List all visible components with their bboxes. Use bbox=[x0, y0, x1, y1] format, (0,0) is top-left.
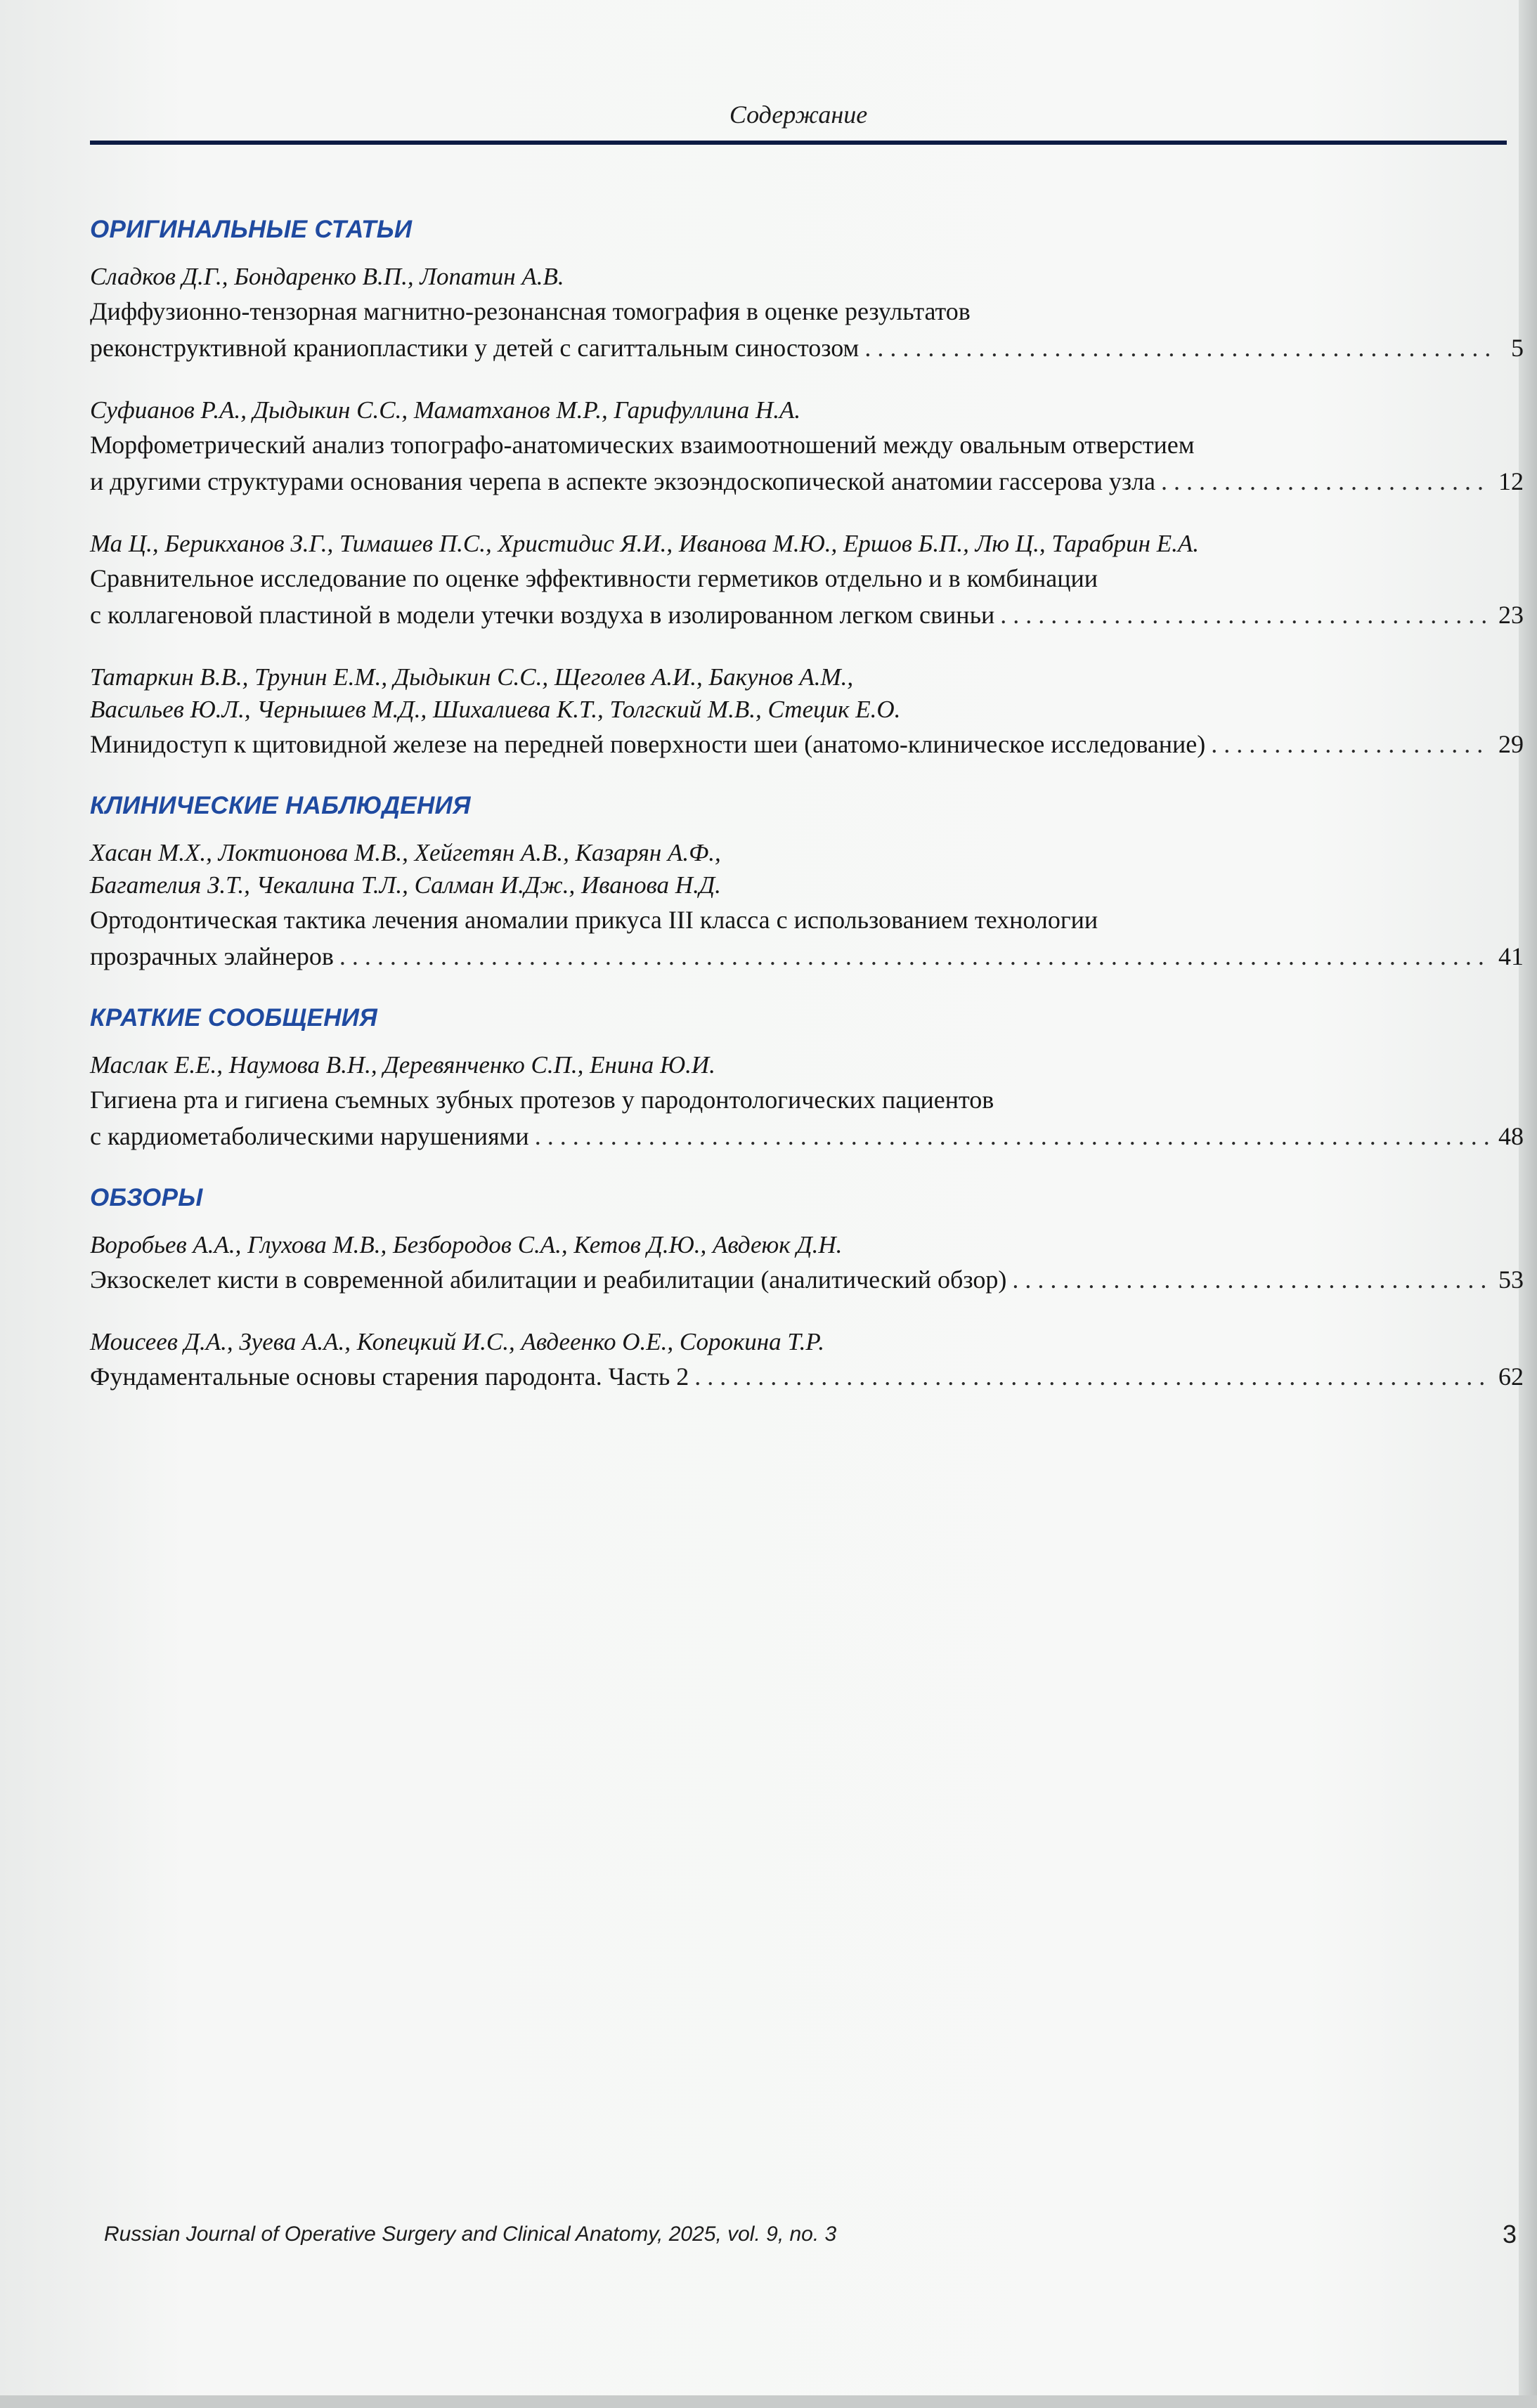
dot-leader bbox=[1000, 597, 1490, 633]
section-heading: ОБЗОРЫ bbox=[90, 1184, 203, 1211]
entry-authors: Татаркин В.В., Трунин Е.М., Дыдыкин С.С., Щеголев А.И., Бакунов А.М., bbox=[90, 663, 854, 691]
entry-authors: Воробьев А.А., Глухова М.В., Безбородов С.А., Кетов Д.Ю., Авдеюк Д.Н. bbox=[90, 1231, 843, 1258]
entry-title-text: с коллагеновой пластиной в модели утечки воздуха в изолированном легком свиньи bbox=[90, 601, 995, 629]
entry-title-line: Диффузионно-тензорная магнитно-резонансная томография в оценке результатов bbox=[90, 297, 971, 325]
toc-entry[interactable] bbox=[90, 837, 1524, 975]
entry-authors: Сладков Д.Г., Бондаренко В.П., Лопатин А.В. bbox=[90, 263, 564, 290]
page-bottom-edge bbox=[0, 2395, 1537, 2408]
section-heading: ОРИГИНАЛЬНЫЕ СТАТЬИ bbox=[90, 216, 413, 243]
entry-title-text: реконструктивной краниопластики у детей с сагиттальным синостозом bbox=[90, 334, 860, 362]
entry-title-text: Экзоскелет кисти в современной абилитации и реабилитации (аналитический обзор) bbox=[90, 1265, 1007, 1294]
toc-entry[interactable] bbox=[90, 261, 1524, 366]
entry-title-text: и другими структурами основания черепа в аспекте экзоэндоскопической анатомии гассерова узла bbox=[90, 467, 1155, 495]
entry-title-text: Минидоступ к щитовидной железе на передней поверхности шеи (анатомо-клиническое исследование) bbox=[90, 730, 1206, 758]
toc-entry[interactable] bbox=[90, 1326, 1524, 1395]
entry-title-line: Гигиена рта и гигиена съемных зубных протезов у пародонтологических пациентов bbox=[90, 1086, 994, 1114]
entry-page-number[interactable]: 53 bbox=[1498, 1265, 1524, 1294]
entry-title-last-line bbox=[90, 726, 1524, 762]
entry-title-line: Морфометрический анализ топографо-анатомических взаимоотношений между овальным отверстием bbox=[90, 431, 1195, 459]
entry-authors: Маслак Е.Е., Наумова В.Н., Деревянченко С.П., Енина Ю.И. bbox=[90, 1051, 715, 1079]
entry-title-last-line bbox=[90, 597, 1524, 633]
section-heading: КРАТКИЕ СООБЩЕНИЯ bbox=[90, 1004, 378, 1031]
entry-title-line: Ортодонтическая тактика лечения аномалии прикуса III класса с использованием технологии bbox=[90, 906, 1098, 934]
footer-page-number: 3 bbox=[1502, 2220, 1517, 2248]
entry-authors-continued: Васильев Ю.Л., Чернышев М.Д., Шихалиева К.Т., Толгский М.В., Стецик Е.О. bbox=[90, 696, 901, 723]
entry-authors-continued: Багателия З.Т., Чекалина Т.Л., Салман И.Дж., Иванова Н.Д. bbox=[90, 871, 721, 899]
entry-page-number[interactable]: 41 bbox=[1498, 942, 1524, 970]
toc-entry[interactable] bbox=[90, 661, 1524, 762]
dot-leader bbox=[535, 1118, 1490, 1154]
toc-section bbox=[90, 1183, 1524, 1395]
entry-title-line: Сравнительное исследование по оценке эффективности герметиков отдельно и в комбинации bbox=[90, 564, 1098, 592]
entry-authors: Суфианов Р.А., Дыдыкин С.С., Маматханов М.Р., Гарифуллина Н.А. bbox=[90, 396, 801, 424]
page-header bbox=[90, 97, 1507, 146]
entry-title-last-line bbox=[90, 1261, 1524, 1298]
header-rule bbox=[90, 141, 1507, 145]
toc-entry[interactable] bbox=[90, 1229, 1524, 1298]
entry-page-number[interactable]: 48 bbox=[1498, 1122, 1524, 1150]
dot-leader bbox=[339, 938, 1490, 975]
dot-leader bbox=[864, 330, 1490, 366]
entry-page-number[interactable]: 29 bbox=[1498, 730, 1524, 758]
entry-title-last-line bbox=[90, 463, 1524, 500]
entry-authors: Хасан М.Х., Локтионова М.В., Хейгетян А.В., Казарян А.Ф., bbox=[90, 839, 721, 866]
table-of-contents bbox=[90, 214, 1524, 1423]
page-footer bbox=[104, 2222, 1517, 2258]
entry-title-text: с кардиометаболическими нарушениями bbox=[90, 1122, 529, 1150]
entry-page-number[interactable]: 62 bbox=[1498, 1362, 1524, 1391]
footer-journal-citation: Russian Journal of Operative Surgery and Clinical Anatomy, 2025, vol. 9, no. 3 bbox=[104, 2222, 837, 2246]
dot-leader bbox=[1161, 463, 1490, 500]
entry-page-number[interactable]: 23 bbox=[1498, 601, 1524, 629]
dot-leader bbox=[1211, 726, 1490, 762]
entry-title-last-line bbox=[90, 938, 1524, 975]
toc-section bbox=[90, 214, 1524, 762]
entry-page-number[interactable]: 5 bbox=[1511, 334, 1524, 362]
page-title: Содержание bbox=[729, 100, 868, 129]
entry-page-number[interactable]: 12 bbox=[1498, 467, 1524, 495]
dot-leader bbox=[1012, 1261, 1490, 1298]
toc-entry[interactable] bbox=[90, 1049, 1524, 1154]
entry-title-text: прозрачных элайнеров bbox=[90, 942, 334, 970]
dot-leader bbox=[694, 1358, 1490, 1395]
toc-entry[interactable] bbox=[90, 394, 1524, 500]
toc-entry[interactable] bbox=[90, 528, 1524, 633]
entry-authors: Моисеев Д.А., Зуева А.А., Копецкий И.С., Авдеенко О.Е., Сорокина Т.Р. bbox=[90, 1328, 825, 1355]
entry-title-text: Фундаментальные основы старения пародонта. Часть 2 bbox=[90, 1362, 689, 1391]
toc-section bbox=[90, 790, 1524, 975]
entry-title-last-line bbox=[90, 330, 1524, 366]
section-heading: КЛИНИЧЕСКИЕ НАБЛЮДЕНИЯ bbox=[90, 792, 471, 819]
entry-title-last-line bbox=[90, 1358, 1524, 1395]
entry-title-last-line bbox=[90, 1118, 1524, 1154]
entry-authors: Ма Ц., Берикханов З.Г., Тимашев П.С., Христидис Я.И., Иванова М.Ю., Ершов Б.П., Лю Ц., Тарабрин Е.А. bbox=[90, 530, 1199, 557]
toc-section bbox=[90, 1003, 1524, 1154]
